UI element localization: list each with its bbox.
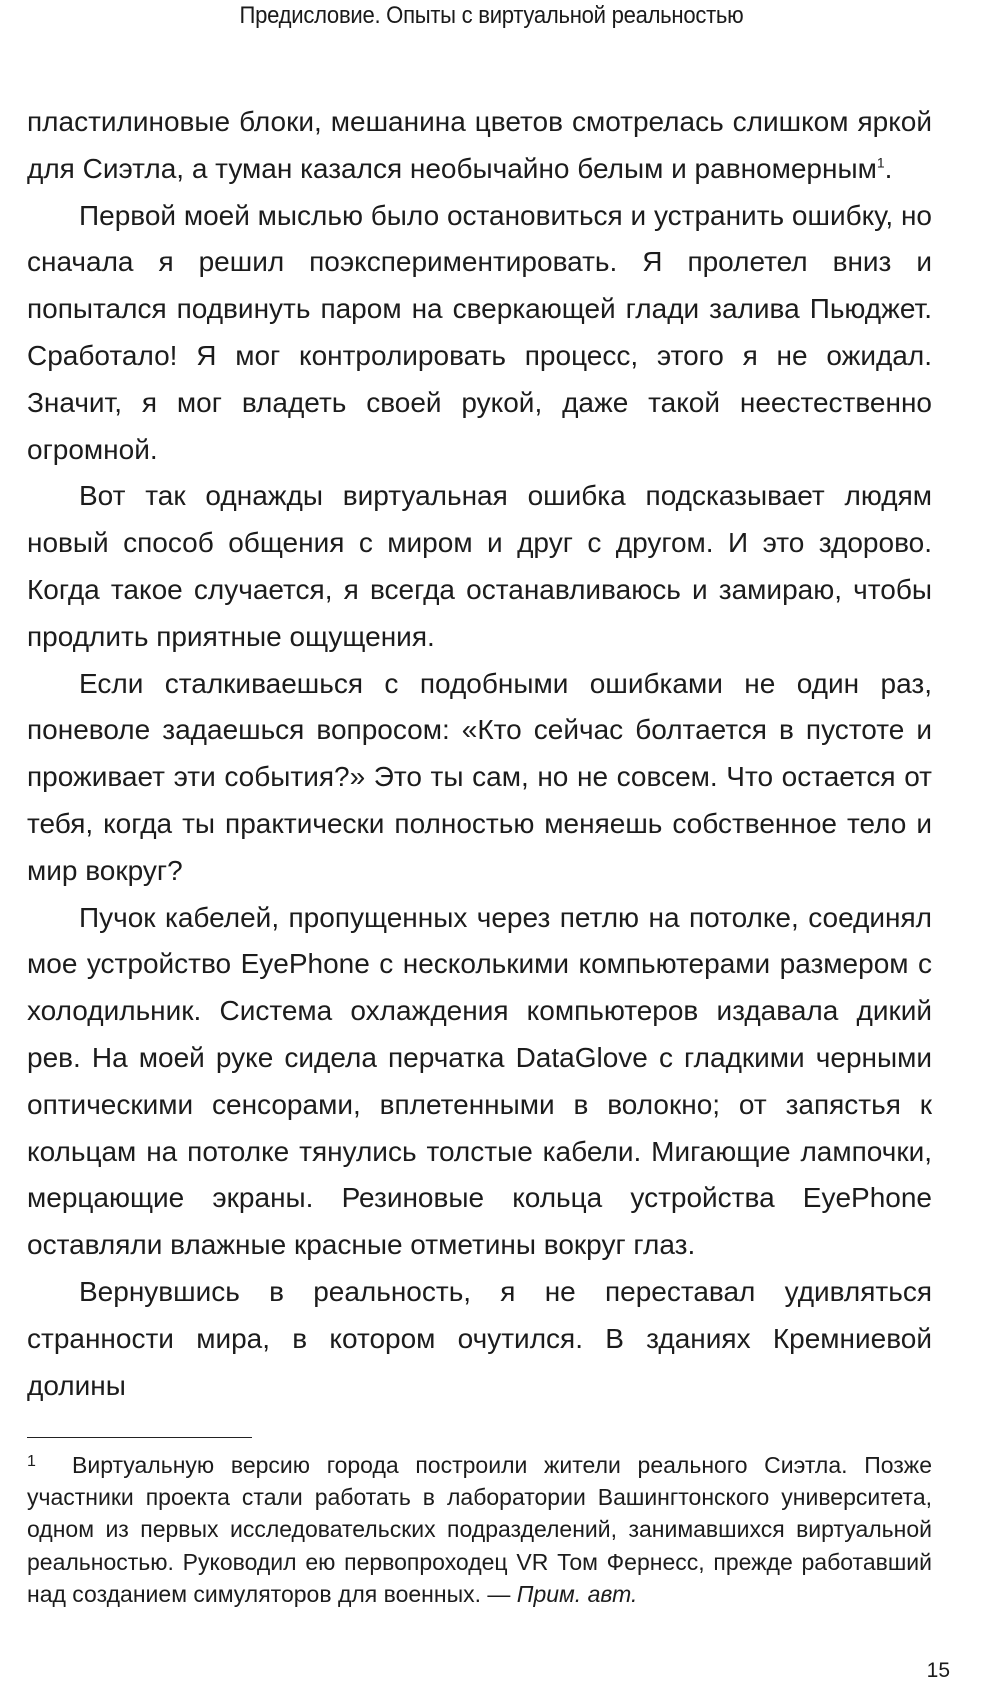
- footnote-number: 1: [27, 1453, 36, 1470]
- paragraph-3: Вот так однажды виртуальная ошибка подсказывает людям новый способ общения с миром и друг с другом. И это здорово. Когда такое случается, я всегда останавливаюсь и замираю, чтобы продлить приятные ощущения.: [27, 480, 932, 652]
- paragraph-5: Пучок кабелей, пропущенных через петлю на потолке, соединял мое устройство EyePhone с несколькими компьютерами размером с холодильник. Система охлаждения компьютеров издавала дикий рев. На моей руке сидела перчатка DataGlove с гладкими черными оптическими сенсорами, вплетенными в волокно; от запястья к кольцам на потолке тянулись толстые кабели. Мигающие лампочки, мерцающие экраны. Резиновые кольца устройства EyePhone оставляли влажные красные отметины вокруг глаз.: [27, 901, 932, 1261]
- footnote-author-note: Прим. авт.: [516, 1580, 638, 1607]
- footnote: [27, 1449, 932, 1610]
- paragraph-1: [27, 99, 932, 193]
- page-number: 15: [926, 1659, 950, 1682]
- paragraph-4: Если сталкиваешься с подобными ошибками не один раз, поневоле задаешься вопросом: «Кто сейчас болтается в пустоте и проживает эти события?» Это ты сам, но не совсем. Что остается от тебя, когда ты практически полностью меняешь собственное тело и мир вокруг?: [27, 667, 932, 886]
- footnote-separator: [27, 1437, 252, 1438]
- body-text: [27, 99, 932, 1409]
- paragraph-2: Первой моей мыслью было остановиться и устранить ошибку, но сначала я решил поэкспериментировать. Я пролетел вниз и попытался подвинуть паром на сверкающей глади залива Пьюджет. Сработало! Я мог контролировать процесс, этого я не ожидал. Значит, я мог владеть своей рукой, даже такой неестественно огромной.: [27, 199, 932, 465]
- footnote-text: Виртуальную версию города построили жители реального Сиэтла. Позже участники проекта стали работать в лаборатории Вашингтонского университета, одном из первых исследовательских подразделений, занимавшихся виртуальной реальностью. Руководил ею первопроходец VR Том Фернесс, прежде работавший над созданием симуляторов для военных. —: [27, 1452, 932, 1607]
- footnote-reference[interactable]: 1: [876, 154, 885, 171]
- paragraph-6: Вернувшись в реальность, я не переставал удивляться странности мира, в котором очутился. В зданиях Кремниевой долины: [27, 1275, 932, 1401]
- paragraph-text: пластилиновые блоки, мешанина цветов смотрелась слишком яркой для Сиэтла, а туман казался необычайно белым и равномерным: [27, 106, 932, 184]
- paragraph-end: .: [884, 152, 893, 184]
- running-head: Предисловие. Опыты с виртуальной реальностью: [239, 2, 744, 29]
